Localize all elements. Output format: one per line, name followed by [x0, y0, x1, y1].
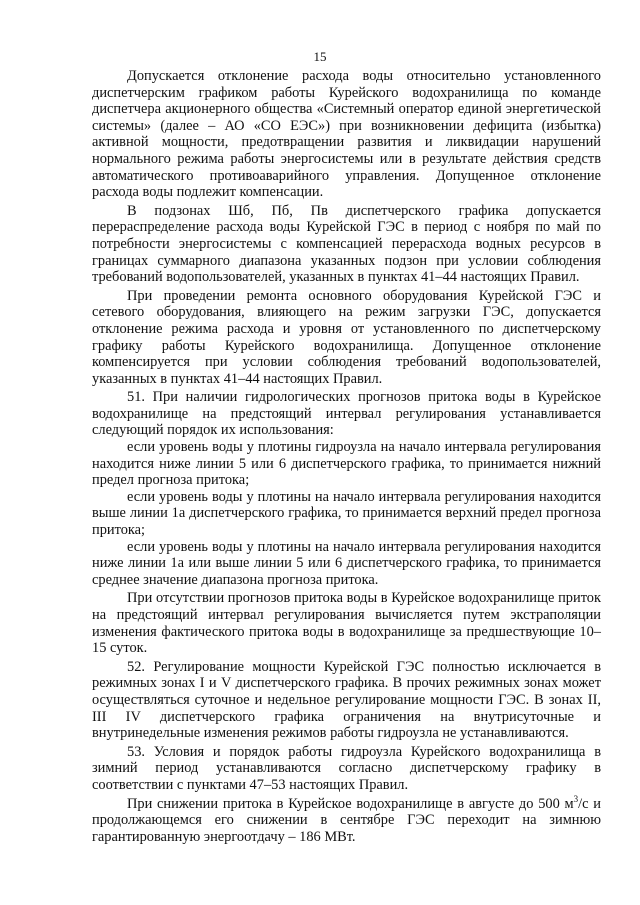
body-text	[92, 68, 601, 845]
paragraph-item-51: 51. При наличии гидрологических прогнозов притока воды в Курейское водохранилище на предстоящий интервал регулирования устанавливается следующий порядок их использования:	[92, 389, 601, 439]
paragraph-subzones: В подзонах Шб, Пб, Пв диспетчерского графика допускается перераспределение расхода воды Курейской ГЭС в период с ноября по май по потребности энергосистемы с компенсацией перерасхода водных ресурсов в границах суммарного диапазона указанных подзон при условии соблюдения требований водопользователей, указанных в пунктах 41–44 настоящих Правил.	[92, 202, 601, 286]
paragraph-upper-limit: если уровень воды у плотины на начало интервала регулирования находится выше линии 1а диспетчерского графика, то принимается верхний предел прогноза притока;	[92, 488, 601, 539]
inflow-text-end: /с и продолжающемся его снижении в сентябре ГЭС переходит на зимнюю гарантированную энергоотдачу – 186 МВт.	[92, 795, 601, 845]
paragraph-no-forecast: При отсутствии прогнозов притока воды в Курейское водохранилище приток на предстоящий интервал регулирования вычисляется путем экстраполяции изменения фактического притока воды в водохранилище за предшествующие 10–15 суток.	[92, 590, 601, 657]
unit-superscript: 3	[573, 793, 579, 804]
paragraph-item-53: 53. Условия и порядок работы гидроузла Курейского водохранилища в зимний период устанавливаются согласно диспетчерскому графику в соответствии с пунктами 47–53 настоящих Правил.	[92, 743, 601, 793]
page-number: 15	[313, 49, 327, 64]
inflow-text-start: При снижении притока в Курейское водохранилище в августе до 500 м	[127, 795, 574, 812]
paragraph-lower-limit: если уровень воды у плотины гидроузла на начало интервала регулирования находится ниже линии 5 или 6 диспетчерского графика, то принимается нижний предел прогноза притока;	[92, 439, 601, 489]
paragraph-item-52: 52. Регулирование мощности Курейской ГЭС полностью исключается в режимных зонах I и V диспетчерского графика. В прочих режимных зонах может осуществляться суточное и недельное регулирование мощности ГЭС. В зонах II, III IV диспетчерского графика ограничения на внутрисуточные и внутринедельные изменения режимов работы гидроузла не устанавливаются.	[92, 658, 601, 742]
paragraph-mean-value: если уровень воды у плотины на начало интервала регулирования находится ниже линии 1а или выше линии 5 или 6 диспетчерского графика, то принимается среднее значение диапазона прогноза притока.	[92, 538, 601, 588]
paragraph-deviation-allowed: Допускается отклонение расхода воды относительно установленного диспетчерским графиком работы Курейского водохранилища по команде диспетчера акционерного общества «Системный оператор единой энергетической системы» (далее – АО «СО ЕЭС») при возникновении дефицита (избытка) активной мощности, предотвращении развития и ликвидации нарушений нормального режима работы энергосистемы или в результате действия средств автоматического противоаварийного управления. Допущенное отклонение расхода воды подлежит компенсации.	[92, 68, 601, 201]
paragraph-repair: При проведении ремонта основного оборудования Курейской ГЭС и сетевого оборудования, влияющего на режим загрузки ГЭС, допускается отклонение режима расхода и уровня от установленного по диспетчерскому графику работы Курейского водохранилища. Допущенное отклонение компенсируется при условии соблюдения требований водопользователей, указанных в пунктах 41–44 настоящих Правил.	[92, 287, 601, 387]
paragraph-inflow-decrease	[92, 793, 601, 846]
